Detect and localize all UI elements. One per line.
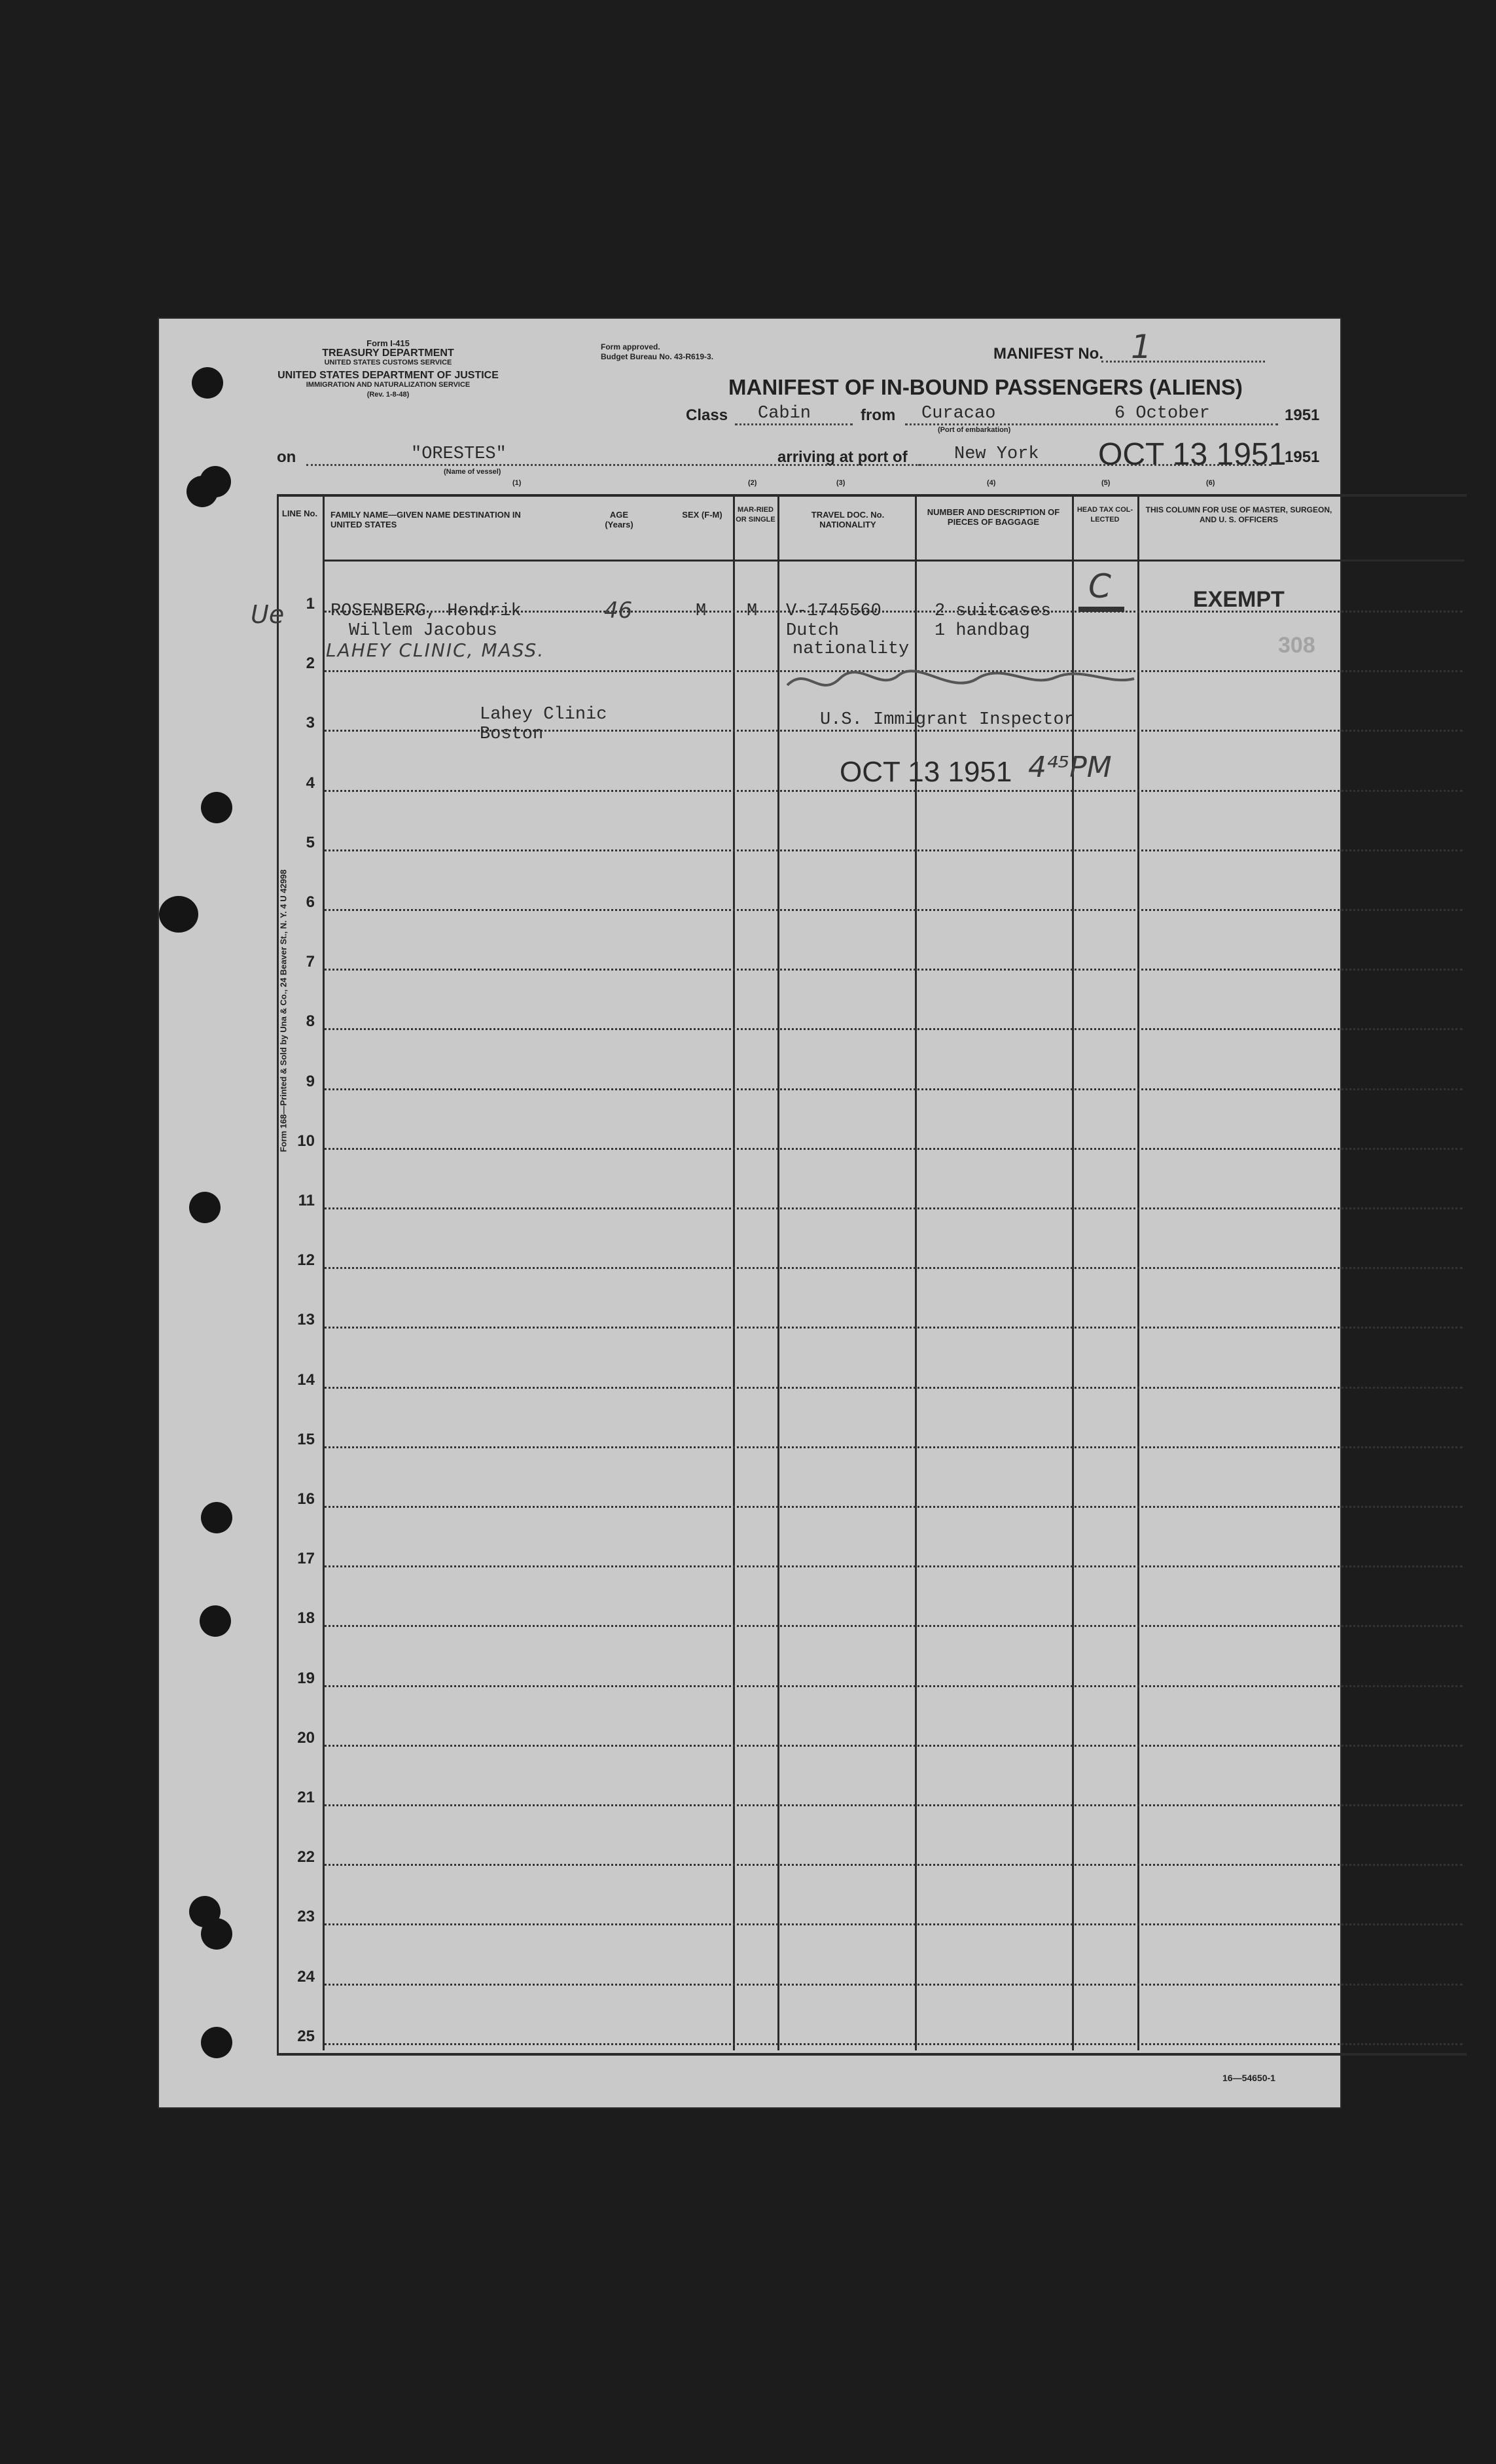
row-number: 2	[306, 654, 315, 673]
row-number: 19	[297, 1669, 315, 1687]
handwritten-destination: LAHEY CLINIC, MASS.	[326, 639, 545, 661]
row-number: 22	[297, 1848, 315, 1866]
printer-note: Form 168—Printed & Sold by Una & Co., 24 Beaver St., N. Y. 4 U 42998	[278, 869, 289, 1152]
nationality-line-2: nationality	[793, 639, 910, 659]
col-header-age: AGE (Years)	[605, 510, 633, 529]
col-header-sex: SEX (F-M)	[682, 510, 722, 520]
head-tax-mark: C	[1088, 567, 1111, 605]
punch-hole	[192, 367, 223, 399]
row-line	[324, 1148, 1463, 1150]
col-header-name: FAMILY NAME—GIVEN NAME DESTINATION IN UNITED STATES	[330, 510, 521, 529]
baggage-line-1: 2 suitcases	[935, 601, 1052, 621]
travel-doc-number: V-1745560	[786, 601, 882, 621]
page-title: MANIFEST OF IN-BOUND PASSENGERS (ALIENS)	[728, 375, 1243, 399]
col-header-travel: TRAVEL DOC. No. NATIONALITY	[811, 510, 885, 529]
year-2: 1951	[1285, 448, 1320, 466]
row-number: 20	[297, 1728, 315, 1747]
row-number: 13	[297, 1311, 315, 1329]
row-line	[324, 1088, 1463, 1090]
form-id: Form I-415	[366, 338, 410, 348]
nationality-line-1: Dutch	[786, 621, 840, 641]
row-line	[324, 849, 1463, 851]
row-number: 8	[306, 1012, 315, 1031]
departure-date: 6 October	[1114, 404, 1210, 423]
row-line	[324, 1923, 1463, 1925]
passenger-sex: M	[696, 601, 707, 621]
row-number: 1	[306, 595, 315, 613]
row-line	[324, 1864, 1463, 1866]
destination-line-2: Boston	[480, 724, 544, 744]
manifest-number: 1	[1131, 328, 1152, 366]
passenger-married: M	[747, 601, 758, 621]
row-line	[324, 1028, 1463, 1030]
dept-treasury: TREASURY DEPARTMENT	[322, 348, 454, 359]
destination-line-1: Lahey Clinic	[480, 705, 607, 724]
row-line	[324, 1745, 1463, 1747]
row-line	[324, 2043, 1463, 2045]
row-number: 14	[297, 1370, 315, 1389]
row-number: 25	[297, 2027, 315, 2045]
col-num-4: (4)	[987, 479, 996, 487]
arriving-label: arriving at port of	[777, 448, 908, 466]
row-line	[324, 969, 1463, 971]
row-number: 18	[297, 1609, 315, 1628]
dept-justice: UNITED STATES DEPARTMENT OF JUSTICE	[277, 370, 499, 381]
punch-hole	[201, 1918, 232, 1950]
from-label: from	[861, 406, 896, 424]
col-header-officers: THIS COLUMN FOR USE OF MASTER, SURGEON, AND U. S. OFFICERS	[1145, 505, 1332, 524]
manifest-label: MANIFEST No.	[993, 345, 1103, 363]
col-header-headtax: HEAD TAX COL-LECTED	[1077, 506, 1133, 524]
class-label: Class	[686, 406, 728, 424]
row-number: 4	[306, 774, 315, 792]
year-1: 1951	[1285, 406, 1320, 424]
row-number: 5	[306, 833, 315, 851]
inspection-date-stamp: OCT 13 1951	[840, 756, 1012, 788]
punch-hole	[200, 466, 231, 497]
punch-hole	[201, 1502, 232, 1533]
vessel-note: (Name of vessel)	[444, 468, 501, 476]
arrival-date-stamp: OCT 13 1951	[1098, 437, 1287, 472]
row-number: 21	[297, 1789, 315, 1806]
row-line	[324, 1565, 1463, 1567]
col-num-1: (1)	[512, 479, 522, 487]
margin-mark: Ue	[251, 600, 285, 629]
col-num-3: (3)	[836, 479, 846, 487]
on-label: on	[277, 448, 296, 466]
passenger-age: 46	[604, 598, 633, 624]
row-number: 12	[297, 1251, 315, 1270]
embarkation-port: Curacao	[921, 404, 996, 423]
col-num-5: (5)	[1101, 479, 1111, 487]
revision: (Rev. 1-8-48)	[366, 391, 410, 399]
row-number: 15	[297, 1430, 315, 1448]
punch-hole	[201, 792, 232, 823]
budget-no: Budget Bureau No. 43-R619-3.	[601, 352, 714, 361]
row-line	[324, 1804, 1463, 1806]
footer-code: 16—54650-1	[1222, 2073, 1275, 2083]
row-line	[324, 790, 1463, 792]
exempt-stamp: EXEMPT	[1193, 587, 1285, 612]
row-line	[324, 1327, 1463, 1329]
passenger-surname: ROSENBERG, Hendrik	[330, 601, 522, 621]
class-value: Cabin	[758, 404, 811, 423]
row-number: 11	[298, 1192, 315, 1209]
col-header-baggage: NUMBER AND DESCRIPTION OF PIECES OF BAGGAGE	[927, 507, 1060, 527]
inspector-signature	[781, 659, 1147, 705]
row-number: 16	[297, 1490, 315, 1508]
port-note: (Port of embarkation)	[938, 426, 1011, 434]
row-number: 3	[306, 714, 315, 732]
row-number: 23	[297, 1908, 315, 1926]
punch-hole	[159, 896, 198, 933]
row-number: 17	[297, 1550, 315, 1568]
row-line	[324, 1506, 1463, 1508]
inspector-title: U.S. Immigrant Inspector	[820, 710, 1075, 730]
manifest-page: Form 168—Printed & Sold by Una & Co., 24 Beaver St., N. Y. 4 U 42998 Form I-415 TREASURY DEPARTMENT UNITED STATES CUSTOMS SERVICE UNITED STATES DEPARTMENT OF JUSTICE IMMIGRATION AND NATURALIZATION SERVICE (Rev. 1-8-48) Form approved. Budget Bureau No. 43-R619-3. MANIFEST No. 1 MANIFEST OF IN-BOUND PASSENGERS (ALIENS) Class Cabin from Curacao (Port of embarkation) 6 October 1951 on "ORESTES" (Name of vessel) arriving at port of New York OCT 13 1951 1951 (1) (2) (3) (4) (5) (6) LINE No. FAMILY NAME—GIVEN NAME DESTINATION IN UNITED STATES AGE (Years) SEX (F-M) MAR-RIED OR SINGLE TRAVEL DOC. No. NATIONALITY NUMBER AND DESCRIPTION OF PIECES OF BAGGAGE HEAD TAX COL-LECTED THIS COLUMN FOR USE OF MASTER, SURGEON, AND U. S. OFFICERS 1 2 3 4 5 6 7 8 9 10 11 12 13 14 15 16 17 18 19 20 21 22 23 24 25 Ue ROSENBERG, Hendrik Willem Jacobus LAHEY CLINIC, MASS. 46 M M V-1745560 Dutch nationality 2 suitcases 1 handbag C EXEMPT 308 U.S. Immigrant Inspector Lahey Clinic Boston OCT 13 1951 4⁴⁵PM 16—54650-1	[159, 319, 1340, 2107]
row-number: 24	[297, 1967, 315, 1986]
col-header-line: LINE No.	[281, 509, 318, 518]
punch-hole	[201, 2027, 232, 2058]
punch-hole	[200, 1605, 231, 1637]
row-line	[324, 1207, 1463, 1209]
col-num-2: (2)	[748, 479, 757, 487]
arrival-port: New York	[954, 444, 1039, 464]
col-num-6: (6)	[1206, 479, 1215, 487]
passenger-given-names: Willem Jacobus	[349, 621, 497, 641]
row-line	[324, 1685, 1463, 1687]
col-header-married: MAR-RIED OR SINGLE	[736, 506, 775, 524]
row-number: 6	[306, 893, 315, 911]
customs-service: UNITED STATES CUSTOMS SERVICE	[324, 359, 452, 366]
row-line	[324, 1387, 1463, 1389]
baggage-line-2: 1 handbag	[935, 621, 1030, 641]
ins: IMMIGRATION AND NATURALIZATION SERVICE	[306, 381, 471, 389]
row-number: 9	[306, 1072, 315, 1090]
punch-hole	[189, 1192, 221, 1223]
row-line	[324, 1984, 1463, 1986]
vessel-name: "ORESTES"	[411, 444, 507, 464]
row-number: 10	[297, 1132, 315, 1150]
row-line	[324, 1267, 1463, 1269]
row-line	[324, 1446, 1463, 1448]
inspection-time: 4⁴⁵PM	[1028, 751, 1112, 784]
row-number: 7	[306, 953, 315, 971]
form-approved: Form approved.	[601, 342, 660, 351]
row-line	[324, 1625, 1463, 1627]
row-line	[324, 909, 1463, 911]
